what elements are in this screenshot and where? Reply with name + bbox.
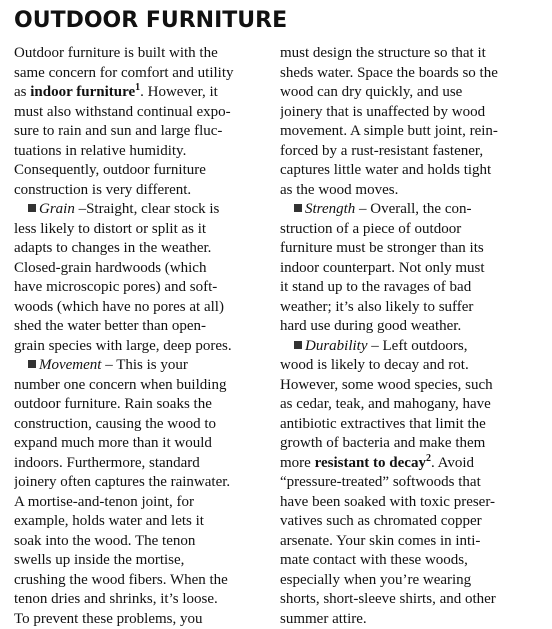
text-line: sheds water. Space the boards so the: [280, 64, 542, 84]
text-line: adapts to changes in the weather.: [14, 239, 280, 259]
left-column: [14, 44, 280, 629]
square-bullet-icon: [28, 360, 36, 368]
text-fragment: – This is your: [101, 357, 187, 373]
square-bullet-icon: [294, 204, 302, 212]
text-line: [14, 83, 280, 103]
text-line: Outdoor furniture is built with the: [14, 44, 280, 64]
text-line: weather; it’s also likely to suffer: [280, 298, 542, 318]
text-line: hard use during good weather.: [280, 317, 542, 337]
text-line: wood is likely to decay and rot.: [280, 356, 542, 376]
text-line: joinery often captures the rainwater.: [14, 473, 280, 493]
text-line: However, some wood species, such: [280, 376, 542, 396]
text-line: [280, 337, 542, 357]
text-line: have been soaked with toxic preser-: [280, 493, 542, 513]
text-line: “pressure-treated” softwoods that: [280, 473, 542, 493]
text-fragment: – Overall, the con-: [355, 201, 471, 217]
strength-heading: Strength: [305, 201, 355, 217]
article-title: OUTDOOR FURNITURE: [14, 8, 544, 34]
text-line: [280, 200, 542, 220]
text-line: especially when you’re wearing: [280, 571, 542, 591]
text-line: summer attire.: [280, 610, 542, 629]
text-line: as cedar, teak, and mahogany, have: [280, 395, 542, 415]
text-line: arsenate. Your skin comes in inti-: [280, 532, 542, 552]
text-line: outdoor furniture. Rain soaks the: [14, 395, 280, 415]
text-line: [14, 356, 280, 376]
text-line: must also withstand continual expo-: [14, 103, 280, 123]
text-line: it stand up to the ravages of bad: [280, 278, 542, 298]
movement-continued: [280, 44, 542, 200]
durability-paragraph: [280, 337, 542, 629]
text-line: A mortise-and-tenon joint, for: [14, 493, 280, 513]
text-fragment: –Straight, clear stock is: [75, 201, 220, 217]
text-line: soak into the wood. The tenon: [14, 532, 280, 552]
text-line: as the wood moves.: [280, 181, 542, 201]
text-line: number one concern when building: [14, 376, 280, 396]
text-line: mate contact with these woods,: [280, 551, 542, 571]
text-line: tuations in relative humidity.: [14, 142, 280, 162]
text-line: grain species with large, deep pores.: [14, 337, 280, 357]
footnote-marker: 1: [135, 83, 140, 93]
text-line: captures little water and holds tight: [280, 161, 542, 181]
grain-paragraph: [14, 200, 280, 356]
text-line: vatives such as chromated copper: [280, 512, 542, 532]
text-fragment: . However, it: [140, 84, 218, 100]
text-line: struction of a piece of outdoor: [280, 220, 542, 240]
text-fragment: – Left outdoors,: [368, 338, 468, 354]
text-line: wood can dry quickly, and use: [280, 83, 542, 103]
text-line: must design the structure so that it: [280, 44, 542, 64]
text-line: tenon dries and shrinks, it’s loose.: [14, 590, 280, 610]
text-line: Closed-grain hardwoods (which: [14, 259, 280, 279]
text-line: construction is very different.: [14, 181, 280, 201]
text-line: To prevent these problems, you: [14, 610, 280, 629]
text-fragment: . Avoid: [431, 455, 474, 471]
movement-heading: Movement: [39, 357, 101, 373]
text-line: construction, causing the wood to: [14, 415, 280, 435]
text-line: same concern for comfort and utility: [14, 64, 280, 84]
text-fragment: more: [280, 455, 315, 471]
resistant-to-decay-link-text: resistant to decay: [315, 455, 426, 471]
right-column: [280, 44, 542, 629]
text-line: sure to rain and sun and large fluc-: [14, 122, 280, 142]
text-line: shorts, short-sleeve shirts, and other: [280, 590, 542, 610]
text-line: [280, 454, 542, 474]
text-line: have microscopic pores) and soft-: [14, 278, 280, 298]
text-line: swells up inside the mortise,: [14, 551, 280, 571]
movement-paragraph: [14, 356, 280, 629]
intro-paragraph: [14, 44, 280, 200]
text-line: antibiotic extractives that limit the: [280, 415, 542, 435]
text-line: expand much more than it would: [14, 434, 280, 454]
text-line: shed the water better than open-: [14, 317, 280, 337]
square-bullet-icon: [294, 341, 302, 349]
strength-paragraph: [280, 200, 542, 337]
text-line: less likely to distort or split as it: [14, 220, 280, 240]
footnote-marker: 2: [426, 454, 431, 464]
text-line: movement. A simple butt joint, rein-: [280, 122, 542, 142]
text-line: woods (which have no pores at all): [14, 298, 280, 318]
grain-heading: Grain: [39, 201, 75, 217]
text-line: Consequently, outdoor furniture: [14, 161, 280, 181]
indoor-furniture-link-text: indoor furniture: [30, 84, 135, 100]
text-line: furniture must be stronger than its: [280, 239, 542, 259]
text-line: crushing the wood fibers. When the: [14, 571, 280, 591]
text-fragment: as: [14, 84, 30, 100]
text-line: growth of bacteria and make them: [280, 434, 542, 454]
text-line: [14, 200, 280, 220]
square-bullet-icon: [28, 204, 36, 212]
durability-heading: Durability: [305, 338, 368, 354]
text-line: forced by a rust-resistant fastener,: [280, 142, 542, 162]
text-line: example, holds water and lets it: [14, 512, 280, 532]
text-line: indoor counterpart. Not only must: [280, 259, 542, 279]
article-columns: [14, 44, 544, 629]
text-line: indoors. Furthermore, standard: [14, 454, 280, 474]
text-line: joinery that is unaffected by wood: [280, 103, 542, 123]
